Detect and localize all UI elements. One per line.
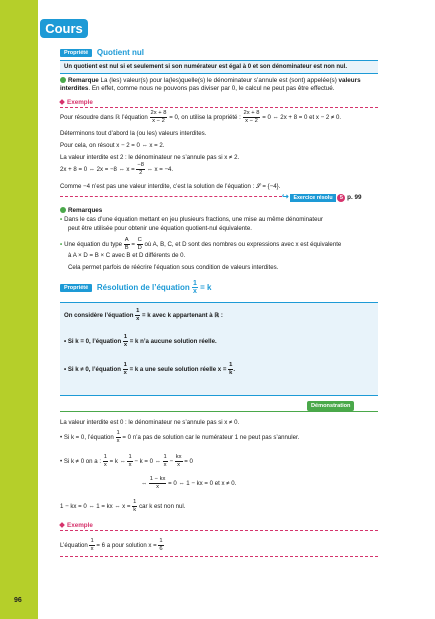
text: • Si k = 0, l’équation: [60, 434, 116, 442]
denominator: x: [136, 316, 140, 322]
demo-line-5: [60, 499, 185, 514]
example-2-divider: [60, 530, 378, 531]
fraction: [149, 476, 167, 491]
text: = 6 a pour solution x =: [94, 542, 159, 550]
remark: [60, 77, 378, 93]
demo-line-1: La valeur interdite est 0 : le dénominateur ne s’annule pas si x ≠ 0.: [60, 419, 240, 426]
numerator: 1: [123, 334, 128, 340]
denominator: x: [123, 370, 127, 376]
numerator: 1 − kx: [149, 476, 166, 482]
text: = 0 ⇔ 1 − kx = 0 et x ≠ 0.: [166, 480, 237, 488]
fraction: [243, 110, 261, 125]
numerator: 1: [136, 308, 140, 314]
denominator: k: [133, 507, 137, 513]
text: où A, B, C, et D sont des nombres ou expressions avec x est équivalente: [142, 241, 342, 249]
text: = 0 n’a pas de solution car le numérateur 1 ne peut pas s’annuler.: [120, 434, 300, 442]
text: • Si k = 0, l’équation: [64, 338, 123, 346]
demonstration-divider: [60, 411, 378, 412]
denominator: x: [193, 288, 197, 295]
text: = k: [197, 282, 212, 292]
remarks-item-2-cont-2: Cela permet parfois de réécrire l’équation sous condition de valeurs interdites.: [68, 264, 279, 271]
numerator: C: [137, 237, 142, 243]
denominator: x: [123, 342, 128, 348]
property-title: Quotient nul: [96, 48, 145, 57]
example-title: Exemple: [67, 99, 93, 106]
denominator: B: [124, 245, 129, 251]
remark-bold: valeurs interdites: [60, 77, 361, 92]
numerator: 1: [193, 280, 197, 287]
page-sidebar: [0, 0, 38, 619]
text: • Si k ≠ 0 on a :: [60, 458, 103, 466]
denominator: x − 2: [245, 118, 258, 124]
diamond-icon: [59, 522, 65, 528]
exercise-link[interactable]: [282, 192, 378, 201]
text: On considère l’équation: [64, 312, 136, 320]
exercise-label: Exercice résolu: [290, 194, 335, 202]
demo-line-2: [60, 430, 299, 445]
text: ⇔ x = −4.: [146, 166, 174, 174]
remarks-item-1: [60, 216, 323, 223]
text: .: [233, 366, 236, 374]
example-title: Exemple: [67, 522, 93, 529]
numerator: 1: [159, 538, 163, 544]
property-header: [60, 48, 144, 57]
remarks-icon: [60, 207, 66, 213]
remark-text: La (les) valeur(s) pour la(les)quelle(s) le dénominateur s’annule est (sont) appelée(s): [98, 77, 339, 84]
text: car k est non nul.: [137, 503, 186, 511]
text: Pour résoudre dans ℝ l’équation: [60, 114, 150, 122]
text: ⇔: [141, 480, 149, 488]
demo-line-4: [141, 476, 236, 491]
denominator: 2: [139, 170, 143, 176]
denominator: D: [137, 245, 142, 251]
text: 1 − kx = 0 ⇔ 1 = kx ⇔ x =: [60, 503, 133, 511]
property-2-case-1: [64, 334, 217, 349]
text: 2x + 8 = 0 ⇔ 2x = −8 ⇔ x =: [60, 166, 137, 174]
text: = k n’a aucune solution réelle.: [128, 338, 217, 346]
denominator: k: [229, 370, 233, 376]
denominator: 6: [159, 546, 163, 552]
example-line-4: La valeur interdite est 2 : le dénominateur ne s’annule pas si x ≠ 2.: [60, 154, 240, 161]
text: =: [129, 241, 137, 249]
example-line-2: Déterminons tout d’abord la (ou les) valeurs interdites.: [60, 130, 207, 137]
example-line-5: [60, 162, 173, 177]
text: = k ⇔: [107, 458, 128, 466]
property-2-intro: [64, 308, 223, 323]
fraction: [136, 162, 145, 177]
denominator: x: [103, 462, 107, 468]
example-end-divider: [60, 196, 282, 197]
fraction: [150, 110, 168, 125]
remarks-item-2: [60, 237, 341, 252]
numerator: 1: [133, 499, 137, 505]
denominator: x − 2: [152, 118, 165, 124]
exercise-number: 5: [337, 194, 345, 202]
remark-prefix: Remarque: [68, 77, 99, 84]
numerator: 1: [128, 454, 132, 460]
denominator: x: [90, 546, 94, 552]
example-2-end-divider: [60, 556, 378, 557]
property-title: [96, 280, 212, 295]
page-number: 96: [14, 597, 22, 604]
property-2-header: [60, 280, 212, 295]
numerator: 1: [90, 538, 94, 544]
numerator: 2x + 8: [243, 110, 260, 116]
text: Résolution de l’équation: [96, 282, 193, 292]
denominator: x: [163, 462, 167, 468]
bullet-icon: •: [60, 216, 63, 223]
property-2-case-2: [64, 362, 235, 377]
example-line-6: Comme −4 n’est pas une valeur interdite, c’est la solution de l’équation : 𝒮 = {−4}.: [60, 183, 281, 190]
text: = 0: [182, 458, 193, 466]
denominator: x: [177, 462, 181, 468]
example-2-header: [60, 522, 93, 529]
text: • Si k ≠ 0, l’équation: [64, 366, 123, 374]
numerator: 1: [116, 430, 120, 436]
example-2-line: [60, 538, 164, 553]
exercise-page: p. 99: [347, 194, 362, 201]
demo-line-3: [60, 454, 193, 469]
text: = k a une seule solution réelle x =: [127, 366, 229, 374]
numerator: −8: [137, 162, 144, 168]
remarks-header: [60, 207, 102, 214]
text: = k avec k appartenant à ℝ :: [140, 312, 223, 320]
example-divider: [60, 107, 378, 108]
text: − k = 0 ⇔: [132, 458, 163, 466]
denominator: x: [128, 462, 132, 468]
example-header: [60, 99, 93, 106]
text: Une équation du type: [64, 241, 124, 249]
example-line-3: Pour cela, on résout x − 2 = 0 ⇔ x = 2.: [60, 142, 165, 149]
numerator: kx: [175, 454, 182, 460]
fraction: [175, 454, 183, 469]
demonstration-label: Démonstration: [307, 401, 354, 411]
numerator: 1: [103, 454, 107, 460]
example-line-1: [60, 110, 341, 125]
numerator: 1: [123, 362, 127, 368]
denominator: x: [156, 484, 160, 490]
numerator: A: [124, 237, 129, 243]
text: −: [167, 458, 175, 466]
property-statement: Un quotient est nul si et seulement si son numérateur est égal à 0 et son dénominateur est non nul.: [60, 60, 378, 74]
section-tab-cours: Cours: [40, 19, 88, 38]
remarks-title: Remarques: [68, 207, 103, 214]
denominator: x: [116, 438, 120, 444]
numerator: 1: [163, 454, 167, 460]
remark-icon: [60, 77, 66, 83]
property-label: Propriété: [60, 284, 92, 292]
remarks-item-1-cont: peut être utilisée pour obtenir une équation quotient-nul équivalente.: [68, 225, 252, 232]
diamond-icon: [59, 99, 65, 105]
bullet-icon: •: [60, 241, 63, 249]
text: = 0 ⇔ 2x + 8 = 0 et x − 2 ≠ 0.: [262, 114, 342, 122]
text: Dans le cas d’une équation mettant en jeu plusieurs fractions, une mise au même dénominateur: [64, 216, 323, 223]
numerator: 2x + 8: [150, 110, 167, 116]
remark-text-2: . En effet, comme nous ne pouvons pas diviser par 0, le calcul ne peut pas être effectué.: [88, 85, 335, 92]
property-label: Propriété: [60, 49, 92, 57]
remarks-item-2-cont: à A × D = B × C avec B et D différents de 0.: [68, 252, 186, 259]
arrow-icon: ↪: [282, 192, 289, 201]
fraction: [158, 538, 163, 553]
text: L’équation: [60, 542, 90, 550]
numerator: 1: [229, 362, 233, 368]
text: = 0, on utilise la propriété :: [169, 114, 243, 122]
